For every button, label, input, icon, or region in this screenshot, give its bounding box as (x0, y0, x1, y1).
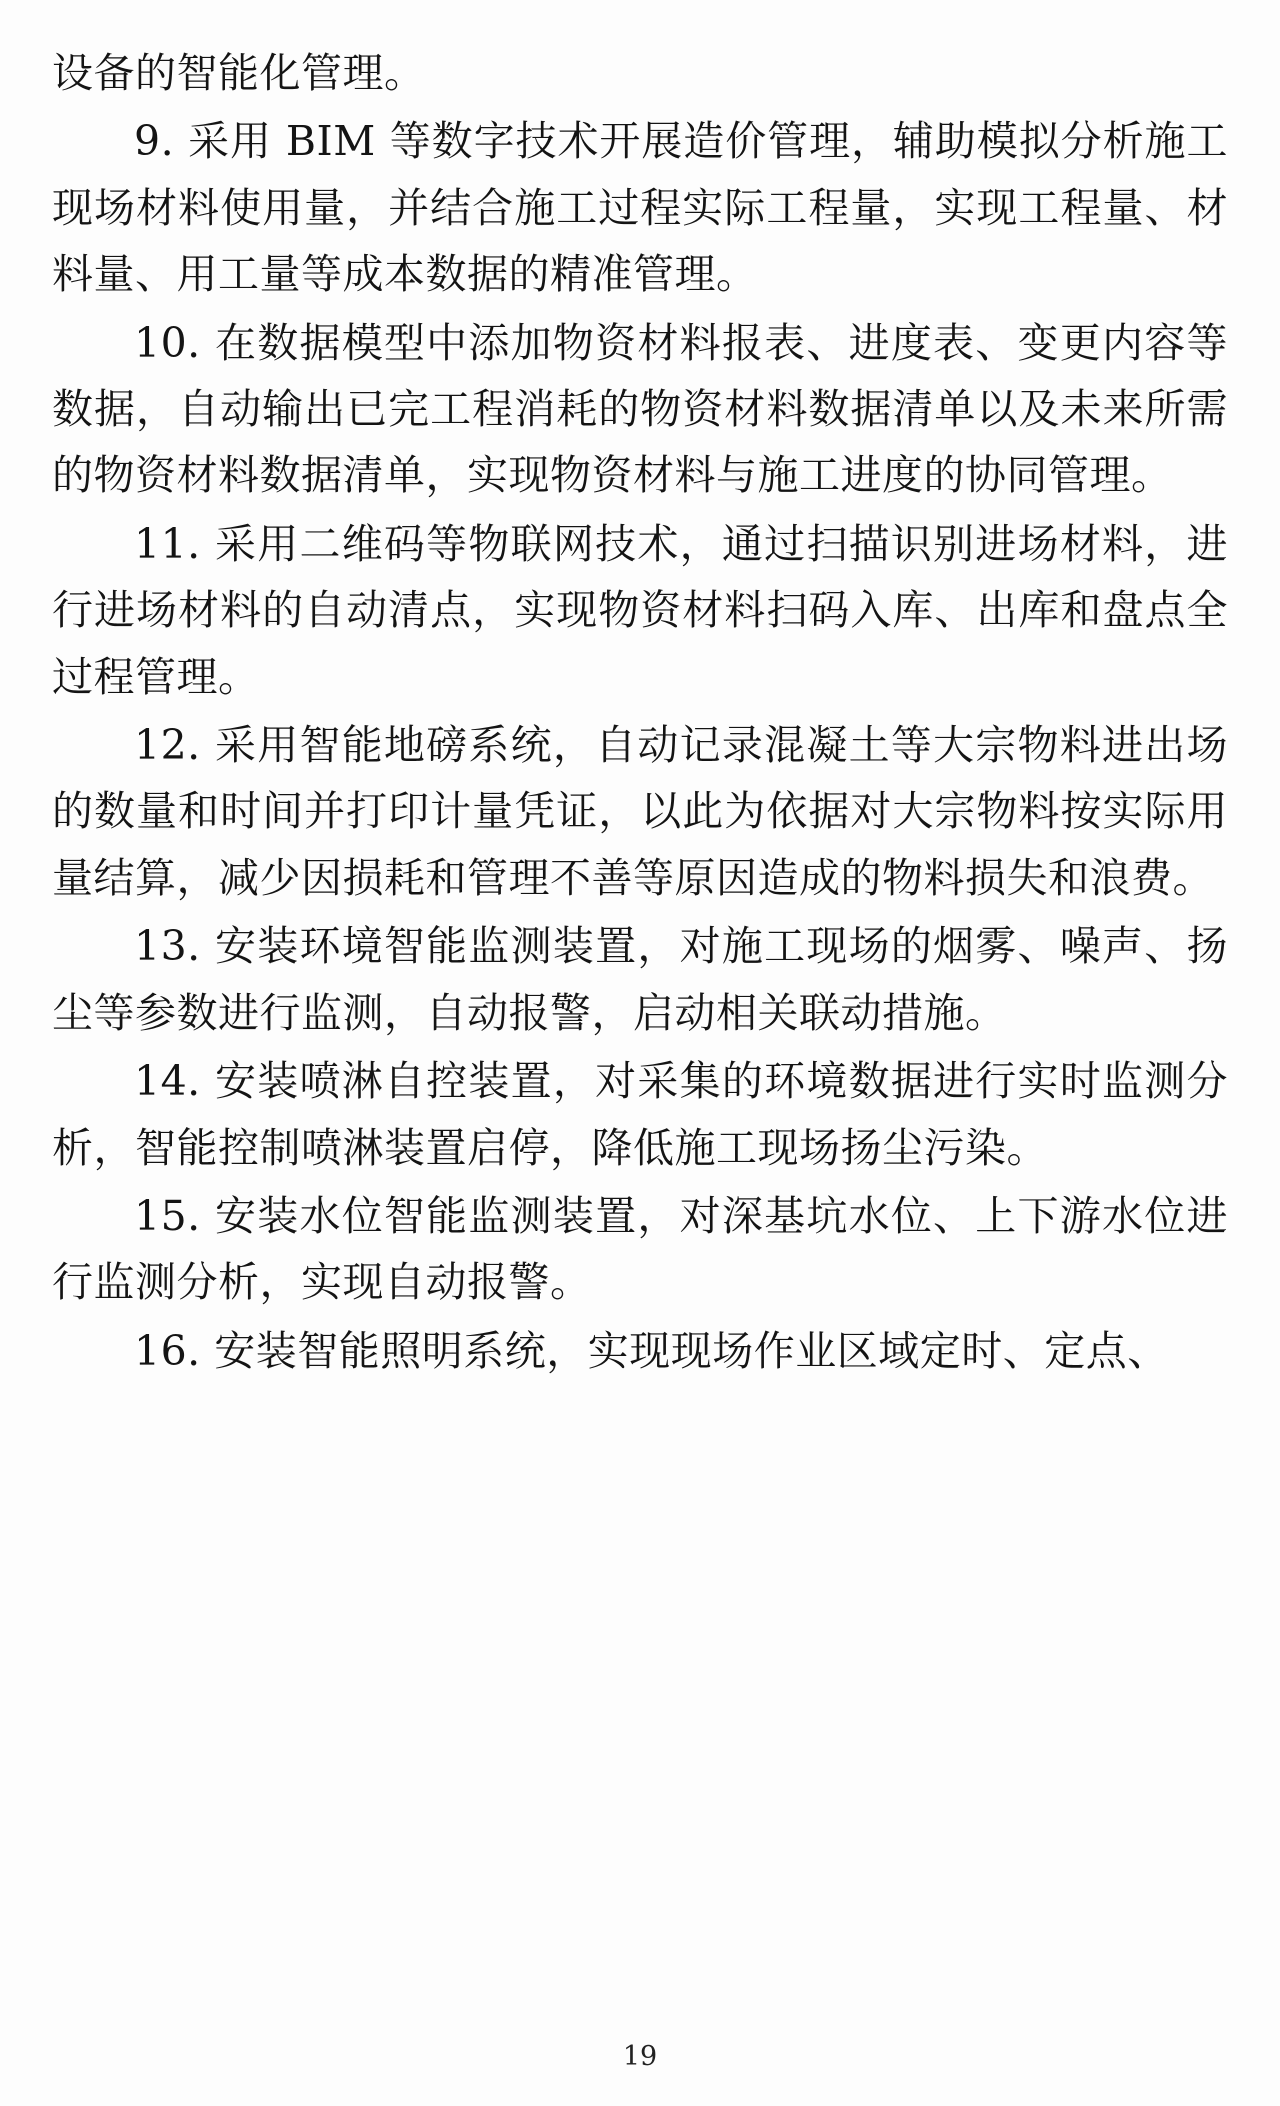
page-body (52, 40, 1228, 1384)
paragraph-item-16: 16. 安装智能照明系统，实现现场作业区域定时、定点、 (134, 1326, 1169, 1375)
paragraph-item-10: 10. 在数据模型中添加物资材料报表、进度表、变更内容等数据，自动输出已完工程消耗的物资材料数据清单以及未来所需的物资材料数据清单，实现物资材料与施工进度的协同管理。 (52, 318, 1228, 500)
paragraph-continued-line: 设备的智能化管理。 (52, 49, 426, 97)
paragraph-item-13: 13. 安装环境智能监测装置，对施工现场的烟雾、噪声、扬尘等参数进行监测，自动报警，启动相关联动措施。 (52, 922, 1228, 1037)
paragraph-item-9: 9. 采用 BIM 等数字技术开展造价管理，辅助模拟分析施工现场材料使用量，并结合施工过程实际工程量，实现工程量、材料量、用工量等成本数据的精准管理。 (52, 117, 1228, 299)
paragraph-item-15: 15. 安装水位智能监测装置，对深基坑水位、上下游水位进行监测分析，实现自动报警。 (52, 1191, 1228, 1307)
paragraph-item-12: 12. 采用智能地磅系统，自动记录混凝土等大宗物料进出场的数量和时间并打印计量凭证，以此为依据对大宗物料按实际用量结算，减少因损耗和管理不善等原因造成的物料损失和浪费。 (52, 721, 1228, 902)
paragraph-item-14: 14. 安装喷淋自控装置，对采集的环境数据进行实时监测分析，智能控制喷淋装置启停，降低施工现场扬尘污染。 (52, 1057, 1228, 1172)
paragraph-item-11: 11. 采用二维码等物联网技术，通过扫描识别进场材料，进行进场材料的自动清点，实现物资材料扫码入库、出库和盘点全过程管理。 (52, 519, 1228, 701)
page-number: 19 (622, 2041, 658, 2072)
